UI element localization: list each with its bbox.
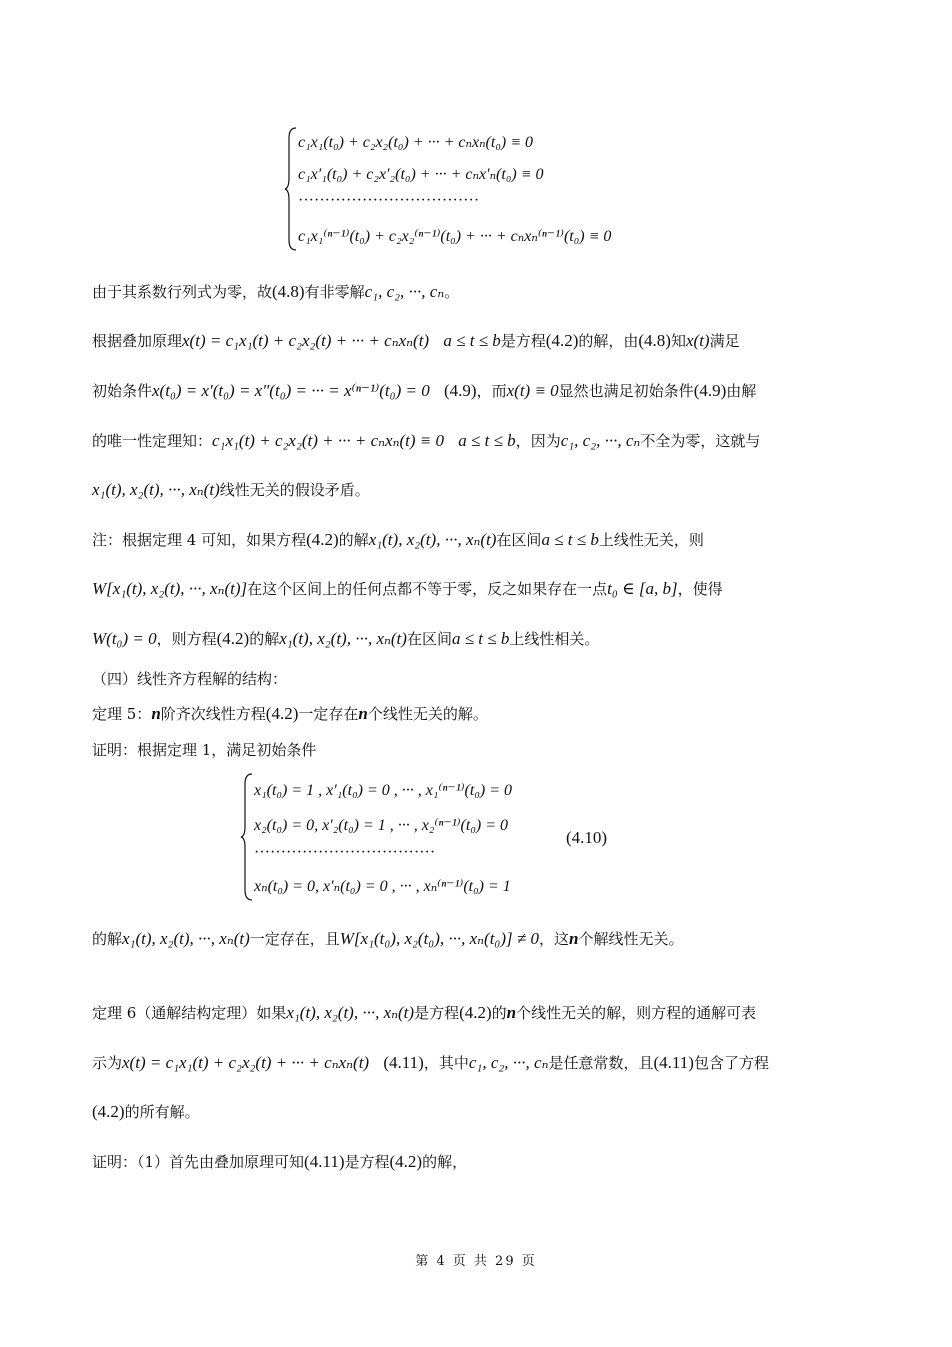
math-n: n (568, 929, 579, 948)
theorem-6-line-3 (92, 1101, 872, 1123)
text: 线性无关的假设矛盾。 (219, 481, 370, 499)
left-brace (240, 772, 254, 902)
text: 的所有解。 (124, 1103, 200, 1121)
math-n: n (151, 704, 161, 723)
left-brace (284, 126, 298, 252)
proof-5-intro: 证明：根据定理 1，满足初始条件 (92, 741, 317, 759)
math-expression: x₁(t), x₂(t), ···, xₙ(t) (92, 480, 220, 499)
proof-6-line-1 (92, 1151, 872, 1173)
math-wronskian: W[x₁(t₀), x₂(t₀), ···, xₙ(t₀)] ≠ 0 (339, 929, 539, 948)
text: 一定存在 (298, 705, 359, 723)
eq-ref: (4.11) (383, 1053, 424, 1072)
text: ，因为 (515, 432, 561, 450)
math-wronskian: W[x₁(t), x₂(t), ···, xₙ(t)] (92, 579, 248, 598)
equation-system-1 (284, 126, 704, 256)
system2-row-4: xₙ(t₀) = 0, x′ₙ(t₀) = 0 , ··· , xₙ⁽ⁿ⁻¹⁾(t₀) = 1 (254, 878, 511, 895)
math-constants: c₁, c₂, ···, cₙ (468, 1053, 549, 1072)
math-n: n (358, 704, 368, 723)
eq-ref: (4.2) (459, 1003, 492, 1022)
math-constants: c₁, c₂, ···, cₙ (560, 431, 641, 450)
text: 不全为零，这就与 (640, 432, 761, 450)
math-interval: a ≤ t ≤ b (443, 331, 501, 350)
text: 个线性无关的解。 (367, 705, 488, 723)
text: 由解 (726, 382, 757, 400)
text: 阶齐次线性方程 (160, 705, 266, 723)
text: 注：根据定理 4 可知，如果方程 (92, 531, 307, 549)
system1-row-1: c₁x₁(t₀) + c₂x₂(t₀) + ··· + cₙxₙ(t₀) ≡ 0 (298, 134, 534, 151)
eq-ref: (4.2) (92, 1102, 125, 1121)
text: 的唯一性定理知： (92, 432, 213, 450)
text: ，其中 (423, 1054, 469, 1072)
math-constants: c₁, c₂, ···, cₙ (364, 282, 445, 301)
math-interval: a ≤ t ≤ b (451, 629, 510, 648)
math-expression: x₁(t), x₂(t), ···, xₙ(t) (279, 629, 407, 648)
text: 是方程 (500, 332, 546, 350)
page-footer: 第 4 页 共 29 页 (415, 1254, 537, 1269)
math-expression: x(t) (685, 331, 710, 350)
math-expression: x(t) = c₁x₁(t) + c₂x₂(t) + ··· + cₙxₙ(t) (182, 331, 430, 350)
text: 的解 (249, 630, 280, 648)
text: ，这 (538, 930, 569, 948)
text: 个线性无关的解，则方程的通解可表 (516, 1004, 757, 1022)
paragraph-superposition-line-4 (92, 479, 872, 501)
text: 的解，由 (578, 332, 639, 350)
math-n: n (506, 1003, 517, 1022)
text: ，使得 (677, 580, 723, 598)
paragraph-superposition-line-2 (92, 380, 872, 402)
text: 的 (491, 1004, 507, 1022)
math-expression: x₁(t), x₂(t), ···, xₙ(t) (122, 929, 250, 948)
theorem-6-line-2 (92, 1052, 872, 1074)
text: 在这个区间上的任何点都不等于零，反之如果存在一点 (247, 580, 608, 598)
text: 初始条件 (92, 382, 153, 400)
text: 的解 (92, 930, 123, 948)
system1-row-2: c₁x′₁(t₀) + c₂x′₂(t₀) + ··· + cₙx′ₙ(t₀) ≡ 0 (298, 166, 544, 183)
paragraph-superposition-line-3 (92, 430, 872, 452)
text: 满足 (709, 332, 740, 350)
eq-ref: (4.2) (265, 704, 299, 723)
math-expression: x₁(t), x₂(t), ···, xₙ(t) (286, 1003, 415, 1022)
eq-ref: (4.2) (216, 629, 250, 648)
text: 上线性无关，则 (598, 531, 704, 549)
text: 的解 (338, 531, 369, 549)
math-expression: c₁x₁(t) + c₂x₂(t) + ··· + cₙxₙ(t) ≡ 0 (212, 431, 444, 450)
text: ，而 (476, 382, 507, 400)
math-expression: x(t) = c₁x₁(t) + c₂x₂(t) + ··· + cₙxₙ(t) (122, 1053, 370, 1072)
text: 是任意常数，且 (548, 1054, 654, 1072)
math-expression: t₀ ∈ [a, b] (607, 579, 678, 598)
text: 证明：（1）首先由叠加原理可知 (92, 1153, 305, 1171)
theorem-5 (92, 703, 872, 725)
text: 根据叠加原理 (92, 332, 183, 350)
system1-row-3: ·································· (298, 192, 480, 209)
text: 显然也满足初始条件 (558, 382, 694, 400)
text: 在区间 (406, 630, 452, 648)
equation-system-2 (240, 772, 570, 906)
math-interval: a ≤ t ≤ b (458, 431, 516, 450)
text: 是方程 (414, 1004, 460, 1022)
math-expression: x₁(t), x₂(t), ···, xₙ(t) (368, 530, 497, 549)
eq-ref: (4.2) (389, 1152, 423, 1171)
paragraph-nonzero-solution (92, 281, 872, 303)
math-interval: a ≤ t ≤ b (541, 530, 599, 549)
system2-row-1: x₁(t₀) = 1 , x′₁(t₀) = 0 , ··· , x₁⁽ⁿ⁻¹⁾(t₀) = 0 (254, 782, 513, 799)
text: 一定存在，且 (249, 930, 340, 948)
equation-number-4-10: (4.10) (566, 828, 608, 847)
eq-ref: (4.11) (304, 1152, 345, 1171)
system1-row-4: c₁x₁⁽ⁿ⁻¹⁾(t₀) + c₂x₂⁽ⁿ⁻¹⁾(t₀) + ··· + cₙxₙ⁽ⁿ⁻¹⁾(t₀) ≡ 0 (298, 228, 612, 245)
eq-ref: (4.8) (272, 282, 305, 301)
math-expression: x(t) ≡ 0 (506, 381, 559, 400)
eq-ref: (4.2) (545, 331, 579, 350)
text: 在区间 (496, 531, 542, 549)
text: 上线性相关。 (509, 630, 600, 648)
eq-ref: (4.2) (306, 530, 339, 549)
math-expression: W(t₀) = 0 (92, 629, 157, 648)
paragraph-superposition-line-1 (92, 330, 872, 352)
text: 定理 6（通解结构定理）如果 (92, 1004, 287, 1022)
eq-ref: (4.8) (638, 331, 671, 350)
text: 有非零解 (304, 283, 365, 301)
eq-ref: (4.9) (693, 381, 727, 400)
system2-row-2: x₂(t₀) = 0, x′₂(t₀) = 1 , ··· , x₂⁽ⁿ⁻¹⁾(t₀) = 0 (254, 817, 509, 834)
note-line-1 (92, 529, 872, 551)
eq-ref: (4.9) (444, 381, 477, 400)
section-heading: （四）线性齐方程解的结构： (92, 670, 288, 688)
system2-row-3: ·································· (254, 844, 436, 861)
text: 知 (670, 332, 686, 350)
text: 由于其系数行列式为零，故 (92, 283, 273, 301)
note-line-3 (92, 628, 872, 650)
text: 。 (444, 283, 460, 301)
solution-independence (92, 928, 872, 950)
text: 是方程 (344, 1153, 390, 1171)
text: ，则方程 (156, 630, 217, 648)
eq-ref: (4.11) (653, 1053, 694, 1072)
text: 包含了方程 (693, 1054, 769, 1072)
text: 个解线性无关。 (578, 930, 684, 948)
text: 示为 (92, 1054, 123, 1072)
math-expression: x(t₀) = x′(t₀) = x″(t₀) = ··· = x⁽ⁿ⁻¹⁾(t₀) = 0 (152, 381, 430, 400)
note-line-2 (92, 578, 872, 600)
text: 的解， (422, 1153, 468, 1171)
theorem-6-line-1 (92, 1002, 872, 1024)
text: 定理 5： (92, 705, 152, 723)
